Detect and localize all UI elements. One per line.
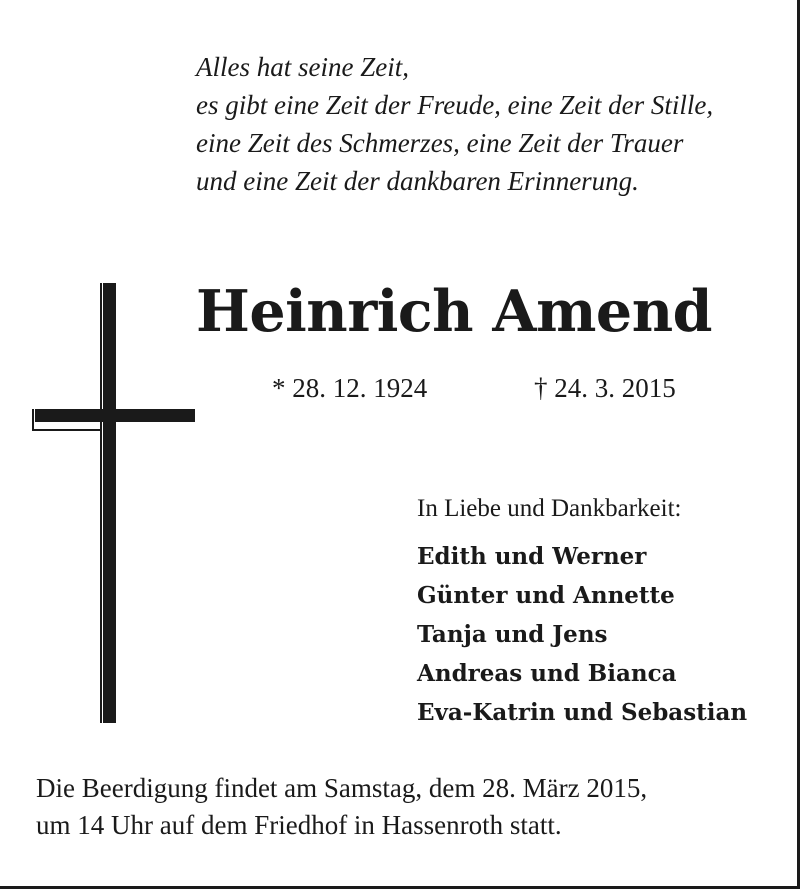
death-date: † 24. 3. 2015 <box>534 373 676 403</box>
poem <box>196 48 713 200</box>
funeral-line: um 14 Uhr auf dem Friedhof in Hassenroth statt. <box>36 810 562 840</box>
list-item: Günter und Annette <box>417 582 675 609</box>
list-item: Tanja und Jens <box>417 621 608 648</box>
funeral-line: Die Beerdigung findet am Samstag, dem 28. März 2015, <box>36 773 648 803</box>
poem-line: Alles hat seine Zeit, <box>196 52 409 82</box>
deceased-name: Heinrich Amend <box>196 278 712 345</box>
list-item: Eva-Katrin und Sebastian <box>417 699 748 726</box>
mourners-intro: In Liebe und Dankbarkeit: <box>417 495 682 522</box>
cross-icon <box>32 283 198 723</box>
birth-date: * 28. 12. 1924 <box>272 373 428 403</box>
poem-line: und eine Zeit der dankbaren Erinnerung. <box>196 166 639 196</box>
poem-line: eine Zeit des Schmerzes, eine Zeit der Trauer <box>196 128 684 158</box>
list-item: Edith und Werner <box>417 543 647 570</box>
mourners-list <box>417 537 747 732</box>
funeral-notice <box>36 770 647 844</box>
list-item: Andreas und Bianca <box>417 660 677 687</box>
poem-line: es gibt eine Zeit der Freude, eine Zeit der Stille, <box>196 90 714 120</box>
